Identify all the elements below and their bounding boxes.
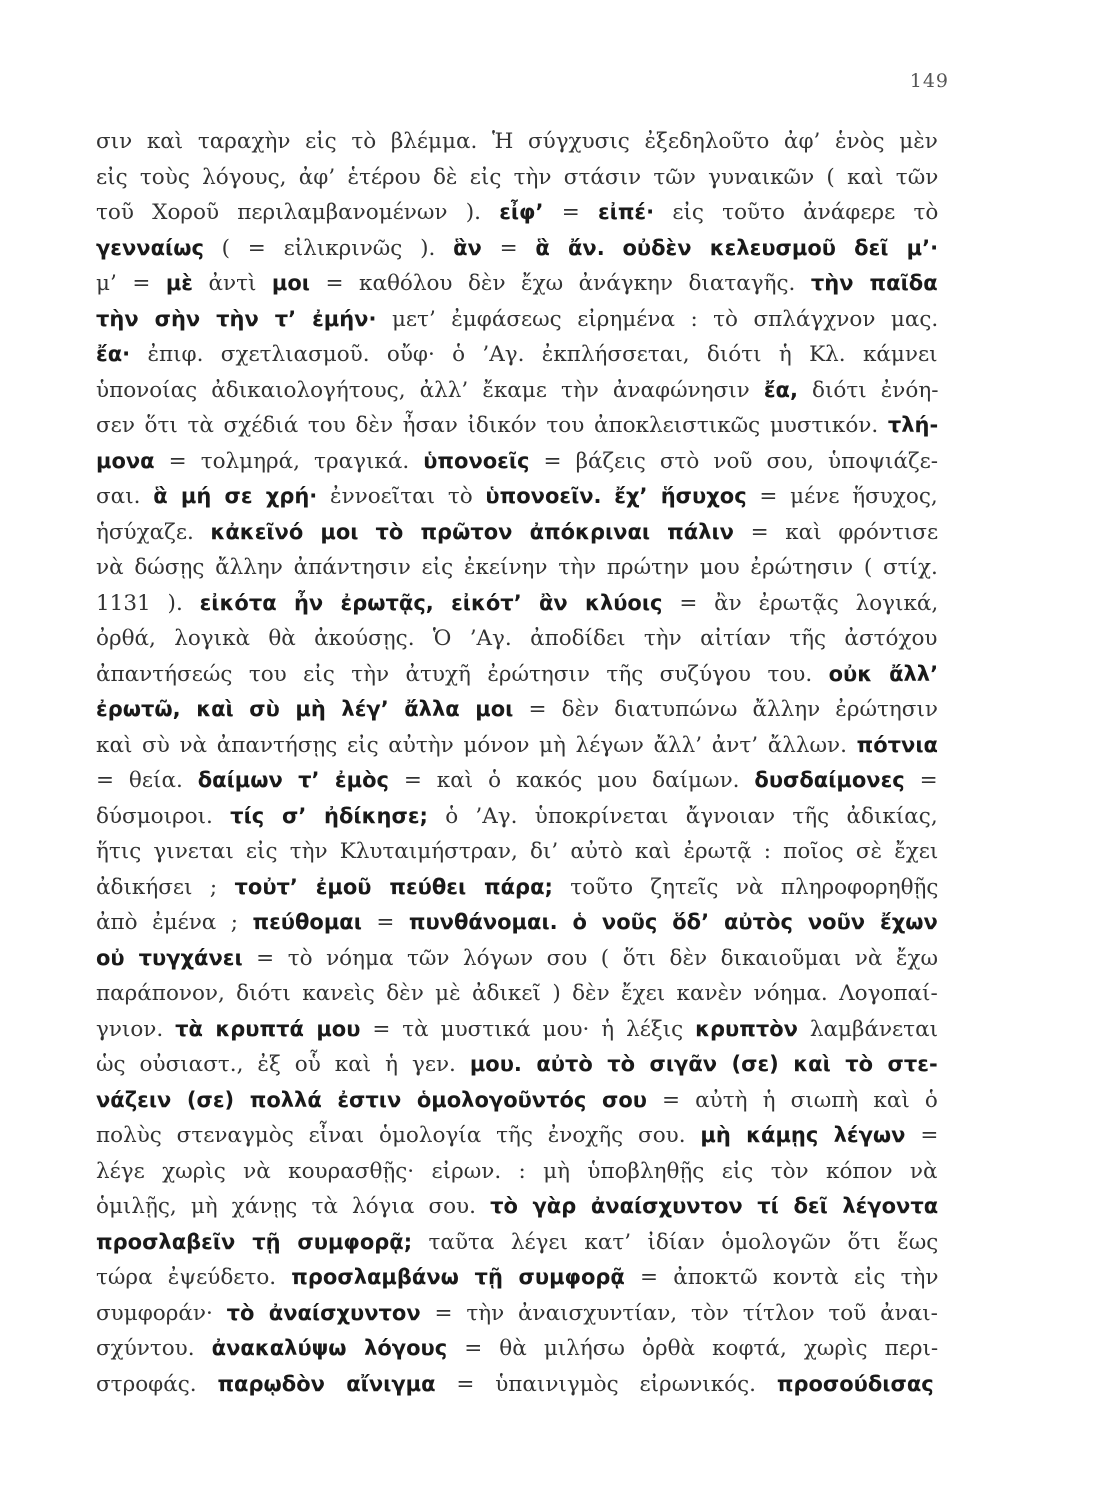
- text-line: [96, 657, 938, 693]
- text-line: [96, 1260, 938, 1296]
- text-line: [96, 1154, 938, 1190]
- text-line: [96, 799, 938, 835]
- commentary-text: = τολμηρά, τραγικά.: [154, 448, 424, 474]
- commentary-text: = ὑπαινιγμὸς εἰρωνικός.: [435, 1371, 777, 1397]
- commentary-text: = καθόλου δὲν ἔχω ἀνάγκην διαταγῆς.: [309, 271, 811, 296]
- text-line: [96, 621, 938, 657]
- commentary-text: συμφοράν·: [96, 1300, 227, 1326]
- commentary-text: δύσμοιροι.: [96, 803, 231, 829]
- text-line: [96, 1225, 938, 1261]
- commentary-text: καὶ σὺ νὰ ἀπαντήσῃς εἰς αὐτὴν μόνον μὴ λέγων ἄλλ’ ἀντ’ ἄλλων.: [96, 732, 857, 758]
- text-line: [96, 444, 938, 480]
- commentary-text: ἐπιφ. σχετλιασμοῦ. οὔφ· ὁ ’Αγ. ἐκπλήσσεται, διότι ἡ Κλ. κάμνει: [130, 342, 938, 367]
- text-line: [96, 1367, 938, 1403]
- commentary-text: ὁ ’Αγ. ὑποκρίνεται ἄγνοιαν τῆς ἀδικίας,: [427, 803, 938, 829]
- lemma-term: εἰκότα ἦν ἐρωτᾷς, εἰκότ’ ἂν κλύοις: [199, 590, 663, 615]
- commentary-text: [605, 236, 623, 261]
- lemma-term: πυνθάνομαι. ὁ νοῦς ὅδ’ αὐτὸς νοῦν ἔχων: [408, 910, 938, 934]
- lemma-term: τοὐτ’ ἐμοῦ πεύθει πάρα;: [234, 874, 553, 899]
- commentary-text: τοῦτο ζητεῖς νὰ πληροφορηθῇς: [552, 874, 939, 900]
- lemma-term: τὴν παῖδα: [810, 271, 938, 295]
- lemma-term: τὸ ἀναίσχυντον: [226, 1300, 421, 1325]
- text-line: [96, 550, 938, 586]
- commentary-text: =: [904, 768, 938, 793]
- commentary-text: = ἀποκτῶ κοντὰ εἰς τὴν: [624, 1265, 939, 1290]
- commentary-text: ὀρθά, λογικὰ θὰ ἀκούσῃς. Ὁ ’Αγ. ἀποδίδει τὴν αἰτίαν τῆς ἀστόχου: [96, 626, 938, 651]
- lemma-term: προσλαμβάνω τῇ συμφορᾷ: [291, 1265, 625, 1289]
- text-line: [96, 231, 938, 267]
- commentary-text: ἀπαντήσεώς του εἰς τὴν ἀτυχῆ ἐρώτησιν τῆς συζύγου του.: [96, 661, 829, 687]
- commentary-text: = μένε ἥσυχος,: [746, 484, 938, 509]
- commentary-text: = ἂν ἐρωτᾷς λογικά,: [662, 590, 939, 616]
- lemma-term: ἔα,: [763, 377, 798, 402]
- commentary-text: = τὰ μυστικά μου· ἡ λέξις: [360, 1016, 696, 1042]
- commentary-text: = αὐτὴ ἡ σιωπὴ καὶ ὁ: [646, 1087, 938, 1113]
- lemma-term: εἰπέ·: [597, 200, 655, 224]
- text-line: [96, 479, 938, 515]
- lemma-term: κἀκεῖνό μοι τὸ πρῶτον ἀπόκριναι πάλιν: [210, 519, 734, 544]
- commentary-text: μετ’ ἐμφάσεως εἰρημένα : τὸ σπλάγχνον μας.: [376, 306, 939, 332]
- text-line: [96, 373, 938, 409]
- commentary-text: εἰς τοὺς λόγους, ἀφ’ ἑτέρου δὲ εἰς τὴν στάσιν τῶν γυναικῶν ( καὶ τῶν: [96, 164, 939, 190]
- lemma-term: ἔα·: [96, 342, 131, 366]
- commentary-text: =: [116, 271, 166, 296]
- commentary-text: [602, 484, 615, 509]
- commentary-text: ὁμιλῇς, μὴ χάνῃς τὰ λόγια σου.: [96, 1194, 491, 1219]
- lemma-term: ἐρωτῶ, καὶ σὺ μὴ λέγ’ ἄλλα μοι: [96, 697, 514, 721]
- lemma-term: μὲ: [165, 271, 193, 295]
- commentary-text: ἥτις γινεται εἰς τὴν Κλυταιμήστραν, δι’ αὐτὸ καὶ ἐρωτᾷ : ποῖος σὲ ἔχει: [96, 839, 939, 864]
- commentary-text: = τὸ νόημα τῶν λόγων σου ( ὅτι δὲν δικαιοῦμαι νὰ ἔχω: [242, 945, 939, 971]
- commentary-text: = θεία.: [96, 768, 198, 793]
- commentary-text: ἡσύχαζε.: [96, 519, 211, 545]
- text-line: [96, 1331, 938, 1367]
- commentary-text: ἀπὸ ἐμένα ;: [96, 910, 253, 935]
- text-line: [96, 941, 938, 977]
- text-line: [96, 586, 938, 622]
- commentary-text: =: [481, 235, 536, 261]
- commentary-text: τώρα ἐψεύδετο.: [96, 1265, 292, 1290]
- commentary-text: μ’: [96, 271, 117, 296]
- commentary-text: εἰς τοῦτο ἀνάφερε τὸ: [654, 200, 939, 225]
- commentary-text: ταῦτα λέγει κατ’ ἰδίαν ὁμολογῶν ὅτι ἕως: [412, 1229, 939, 1255]
- lemma-term: εἶφ’: [499, 200, 544, 224]
- commentary-text: ἀντὶ: [193, 271, 272, 296]
- page-number: 149: [909, 70, 949, 92]
- lemma-term: τὸ γὰρ ἀναίσχυντον τί δεῖ λέγοντα: [490, 1194, 939, 1218]
- commentary-text: σεν ὅτι τὰ σχέδιά του δὲν ἦσαν ἰδικόν του ἀποκλειστικῶς μυστικόν.: [96, 413, 888, 438]
- lemma-term: κρυπτὸν: [695, 1016, 798, 1041]
- commentary-text: νὰ δώσῃς ἄλλην ἀπάντησιν εἰς ἐκείνην τὴν πρώτην μου ἐρώτησιν ( στίχ.: [96, 555, 938, 580]
- text-line: [96, 763, 938, 799]
- lemma-term: τὴν σὴν τὴν τ’ ἐμήν·: [96, 306, 377, 331]
- commentary-text: =: [905, 1123, 939, 1148]
- text-line: [96, 266, 938, 302]
- lemma-term: μοι: [271, 271, 310, 295]
- lemma-term: οὐκ ἄλλ’: [828, 661, 939, 686]
- text-line: [96, 302, 938, 338]
- text-line: [96, 160, 938, 196]
- commentary-text: =: [543, 200, 598, 225]
- lemma-term: ὑπονοεῖς: [423, 448, 530, 473]
- lemma-term: γενναίως: [96, 235, 204, 260]
- lemma-term: ἃ μή σε χρή·: [153, 484, 318, 508]
- lemma-term: μονα: [96, 448, 155, 473]
- text-line: [96, 408, 938, 444]
- lemma-term: μὴ κάμῃς λέγων: [700, 1123, 906, 1147]
- text-line: [96, 976, 938, 1012]
- commentary-text: =: [361, 910, 409, 935]
- lemma-term: νάζειν (σε) πολλά ἐστιν ὁμολογοῦντός σου: [96, 1087, 647, 1112]
- commentary-text: σχύντου.: [96, 1336, 212, 1361]
- commentary-text: σαι.: [96, 484, 154, 509]
- lemma-term: ὑπονοεῖν.: [485, 484, 602, 508]
- text-line: [96, 1083, 938, 1119]
- commentary-text: ἀδικήσει ;: [96, 874, 235, 900]
- lemma-term: παρῳδὸν αἴνιγμα: [217, 1371, 436, 1396]
- commentary-text: πολὺς στεναγμὸς εἶναι ὁμολογία τῆς ἐνοχῆς σου.: [96, 1123, 701, 1148]
- text-line: [96, 1296, 938, 1332]
- text-line: [96, 515, 938, 551]
- lemma-term: προσούδισας: [776, 1371, 934, 1396]
- lemma-term: ἃ ἄν.: [535, 235, 605, 260]
- text-line: [96, 1012, 938, 1048]
- commentary-text: = καὶ ὁ κακός μου δαίμων.: [388, 768, 755, 793]
- lemma-term: πεύθομαι: [252, 910, 362, 934]
- commentary-text: = θὰ μιλήσω ὀρθὰ κοφτά, χωρὶς περι-: [447, 1336, 939, 1361]
- commentary-text: ὡς οὐσιαστ., ἐξ οὗ καὶ ἡ γεν.: [96, 1052, 470, 1077]
- text-line: [96, 870, 938, 906]
- commentary-text: ἐννοεῖται τὸ: [317, 484, 486, 509]
- commentary-text: τοῦ Χοροῦ περιλαμβανομένων ).: [96, 200, 500, 225]
- lemma-term: οὐδὲν κελευσμοῦ δεῖ μ’·: [622, 235, 939, 260]
- lemma-term: προσλαβεῖν τῇ συμφορᾷ;: [96, 1229, 413, 1254]
- lemma-term: οὐ τυγχάνει: [96, 945, 243, 970]
- commentary-text: = καὶ φρόντισε: [734, 519, 939, 545]
- lemma-term: ἔχ’ ἥσυχος: [614, 484, 747, 508]
- lemma-term: ἃν: [453, 235, 482, 260]
- commentary-text: λαμβάνεται: [797, 1016, 939, 1042]
- commentary-text: = δὲν διατυπώνω ἄλλην ἐρώτησιν: [513, 697, 938, 722]
- commentary-text: σιν καὶ ταραχὴν εἰς τὸ βλέμμα. Ἡ σύγχυσις ἐξεδηλοῦτο ἀφ’ ἑνὸς μὲν: [96, 129, 938, 154]
- text-line: [96, 1189, 938, 1225]
- lemma-term: τίς σ’ ἠδίκησε;: [230, 803, 428, 828]
- text-line: [96, 195, 938, 231]
- lemma-term: τὰ κρυπτά μου: [175, 1016, 361, 1041]
- commentary-text-block: [96, 124, 938, 1402]
- lemma-term: ἀνακαλύψω λόγους: [211, 1336, 448, 1360]
- commentary-text: ( = εἰλικρινῶς ).: [203, 235, 454, 261]
- commentary-text: = τὴν ἀναισχυντίαν, τὸν τίτλον τοῦ ἀναι-: [420, 1300, 938, 1326]
- text-line: [96, 337, 938, 373]
- lemma-term: δαίμων τ’ ἐμὸς: [197, 768, 389, 792]
- commentary-text: στροφάς.: [96, 1371, 218, 1397]
- commentary-text: 1131 ).: [96, 590, 200, 616]
- commentary-text: = βάζεις στὸ νοῦ σου, ὑποψιάζε-: [529, 448, 939, 474]
- text-line: [96, 1047, 938, 1083]
- lemma-term: δυσδαίμονες: [754, 768, 905, 792]
- lemma-term: μου. αὐτὸ τὸ σιγᾶν (σε) καὶ τὸ στε-: [469, 1052, 938, 1076]
- commentary-text: λέγε χωρὶς νὰ κουρασθῇς· εἰρων. : μὴ ὑποβληθῇς εἰς τὸν κόπον νὰ: [96, 1158, 938, 1184]
- lemma-term: πότνια: [856, 732, 938, 757]
- commentary-text: γνιον.: [96, 1016, 176, 1042]
- lemma-term: τλή-: [887, 413, 939, 437]
- text-line: [96, 124, 938, 160]
- text-line: [96, 728, 938, 764]
- commentary-text: παράπονον, διότι κανεὶς δὲν μὲ ἀδικεῖ ) δὲν ἔχει κανὲν νόημα. Λογοπαί-: [96, 981, 938, 1006]
- text-line: [96, 1118, 938, 1154]
- text-line: [96, 692, 938, 728]
- text-line: [96, 834, 938, 870]
- text-line: [96, 905, 938, 941]
- commentary-text: διότι ἐνόη-: [797, 377, 939, 403]
- commentary-text: ὑπονοίας ἀδικαιολογήτους, ἀλλ’ ἔκαμε τὴν ἀναφώνησιν: [96, 377, 764, 403]
